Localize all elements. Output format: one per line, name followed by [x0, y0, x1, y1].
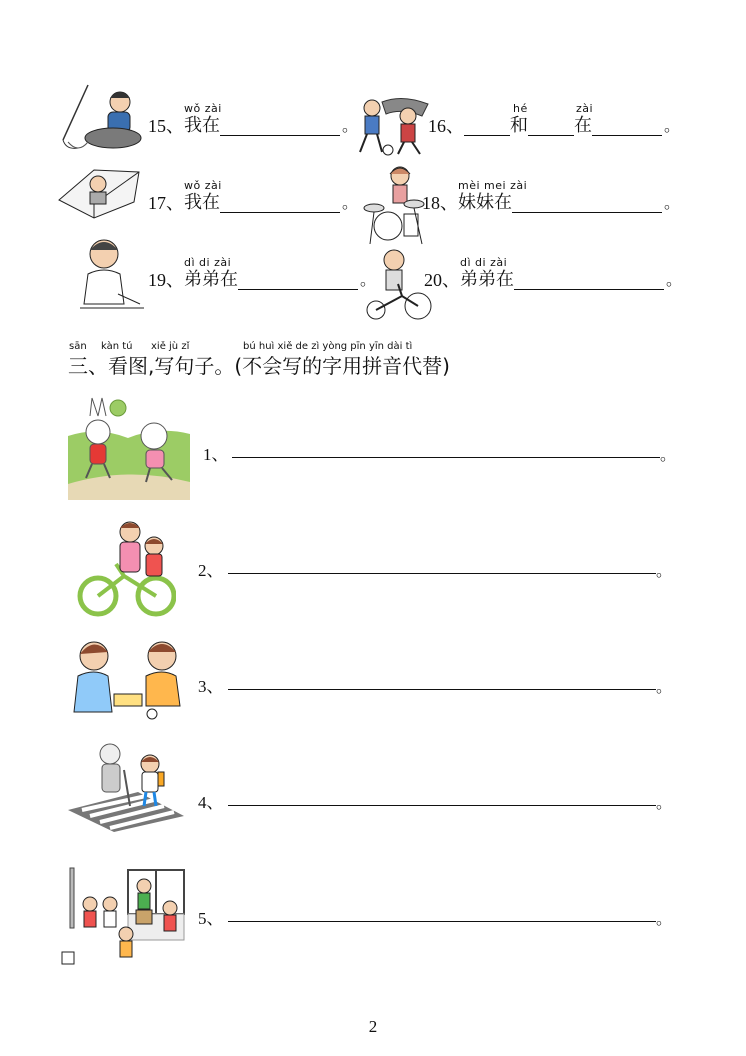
rabbit-and-dog-running-icon	[68, 396, 190, 500]
writing-4-answer-line[interactable]	[228, 805, 656, 806]
exercise-20-text: 弟弟在	[460, 269, 514, 290]
section3-pinyin-san: sān	[69, 341, 87, 352]
exercise-18-answer-blank[interactable]	[512, 195, 662, 213]
child-at-desk-icon	[54, 160, 144, 222]
children-playing-chess-icon	[72, 636, 182, 722]
exercise-15-answer-blank[interactable]	[220, 118, 340, 136]
exercise-16-pinyin-zai: zài	[576, 102, 594, 115]
exercise-17-answer-blank[interactable]	[220, 195, 340, 213]
exercise-20-pinyin: dì di zài	[460, 256, 508, 269]
girl-playing-drums-icon	[352, 162, 432, 246]
writing-3-number: 3、	[198, 677, 224, 696]
exercise-16-blank-3[interactable]	[592, 118, 662, 136]
writing-3-answer-line[interactable]	[228, 689, 656, 690]
boys-playing-football-icon	[352, 94, 434, 158]
exercise-17-number: 17、	[148, 193, 184, 213]
section3-pinyin-kantu: kàn tú	[101, 341, 133, 352]
writing-5-answer-line[interactable]	[228, 921, 656, 922]
section3-pinyin-xieju: xiě jù zǐ	[151, 341, 190, 352]
exercise-18-pinyin: mèi mei zài	[458, 179, 528, 192]
exercise-18-text: 妹妹在	[458, 192, 512, 213]
exercise-19-pinyin: dì di zài	[184, 256, 232, 269]
exercise-16-pinyin-he: hé	[513, 102, 528, 115]
exercise-16-blank-1[interactable]	[464, 118, 510, 136]
exercise-15-text: 我在	[184, 115, 220, 136]
section3-pinyin-buhui: bú huì xiě de zì yòng pīn yīn dài tì	[243, 341, 413, 352]
section3-title: 三、看图,写句子。(不会写的字用拼音代替)	[68, 354, 450, 378]
writing-2-number: 2、	[198, 561, 224, 580]
writing-1-answer-line[interactable]	[232, 457, 660, 458]
exercise-19-answer-blank[interactable]	[238, 272, 358, 290]
exercise-16-blank-2[interactable]	[528, 118, 574, 136]
writing-4-number: 4、	[198, 793, 224, 812]
children-cleaning-classroom-icon	[52, 864, 186, 972]
exercise-19-number: 19、	[148, 270, 184, 290]
page-number: 2	[368, 1017, 378, 1036]
boy-thinking-icon	[78, 234, 148, 310]
exercise-15-pinyin: wǒ zài	[184, 102, 222, 115]
exercise-16-he: 和	[510, 115, 528, 136]
writing-5-number: 5、	[198, 909, 224, 928]
writing-2-answer-line[interactable]	[228, 573, 656, 574]
exercise-18-number: 18、	[422, 193, 458, 213]
boy-helping-grandpa-cross-road-icon	[68, 740, 184, 832]
exercise-20-number: 20、	[424, 270, 460, 290]
writing-1-number: 1、	[203, 445, 229, 464]
exercise-17-pinyin: wǒ zài	[184, 179, 222, 192]
boy-fishing-icon	[58, 80, 148, 155]
exercise-16-zai: 在	[574, 115, 592, 136]
mother-and-girl-on-bicycle-icon	[76, 516, 176, 618]
exercise-17-text: 我在	[184, 192, 220, 213]
exercise-20-answer-blank[interactable]	[514, 272, 664, 290]
exercise-16-number: 16、	[428, 116, 464, 136]
exercise-15-number: 15、	[148, 116, 184, 136]
boy-on-tricycle-icon	[362, 244, 432, 328]
exercise-19-text: 弟弟在	[184, 269, 238, 290]
